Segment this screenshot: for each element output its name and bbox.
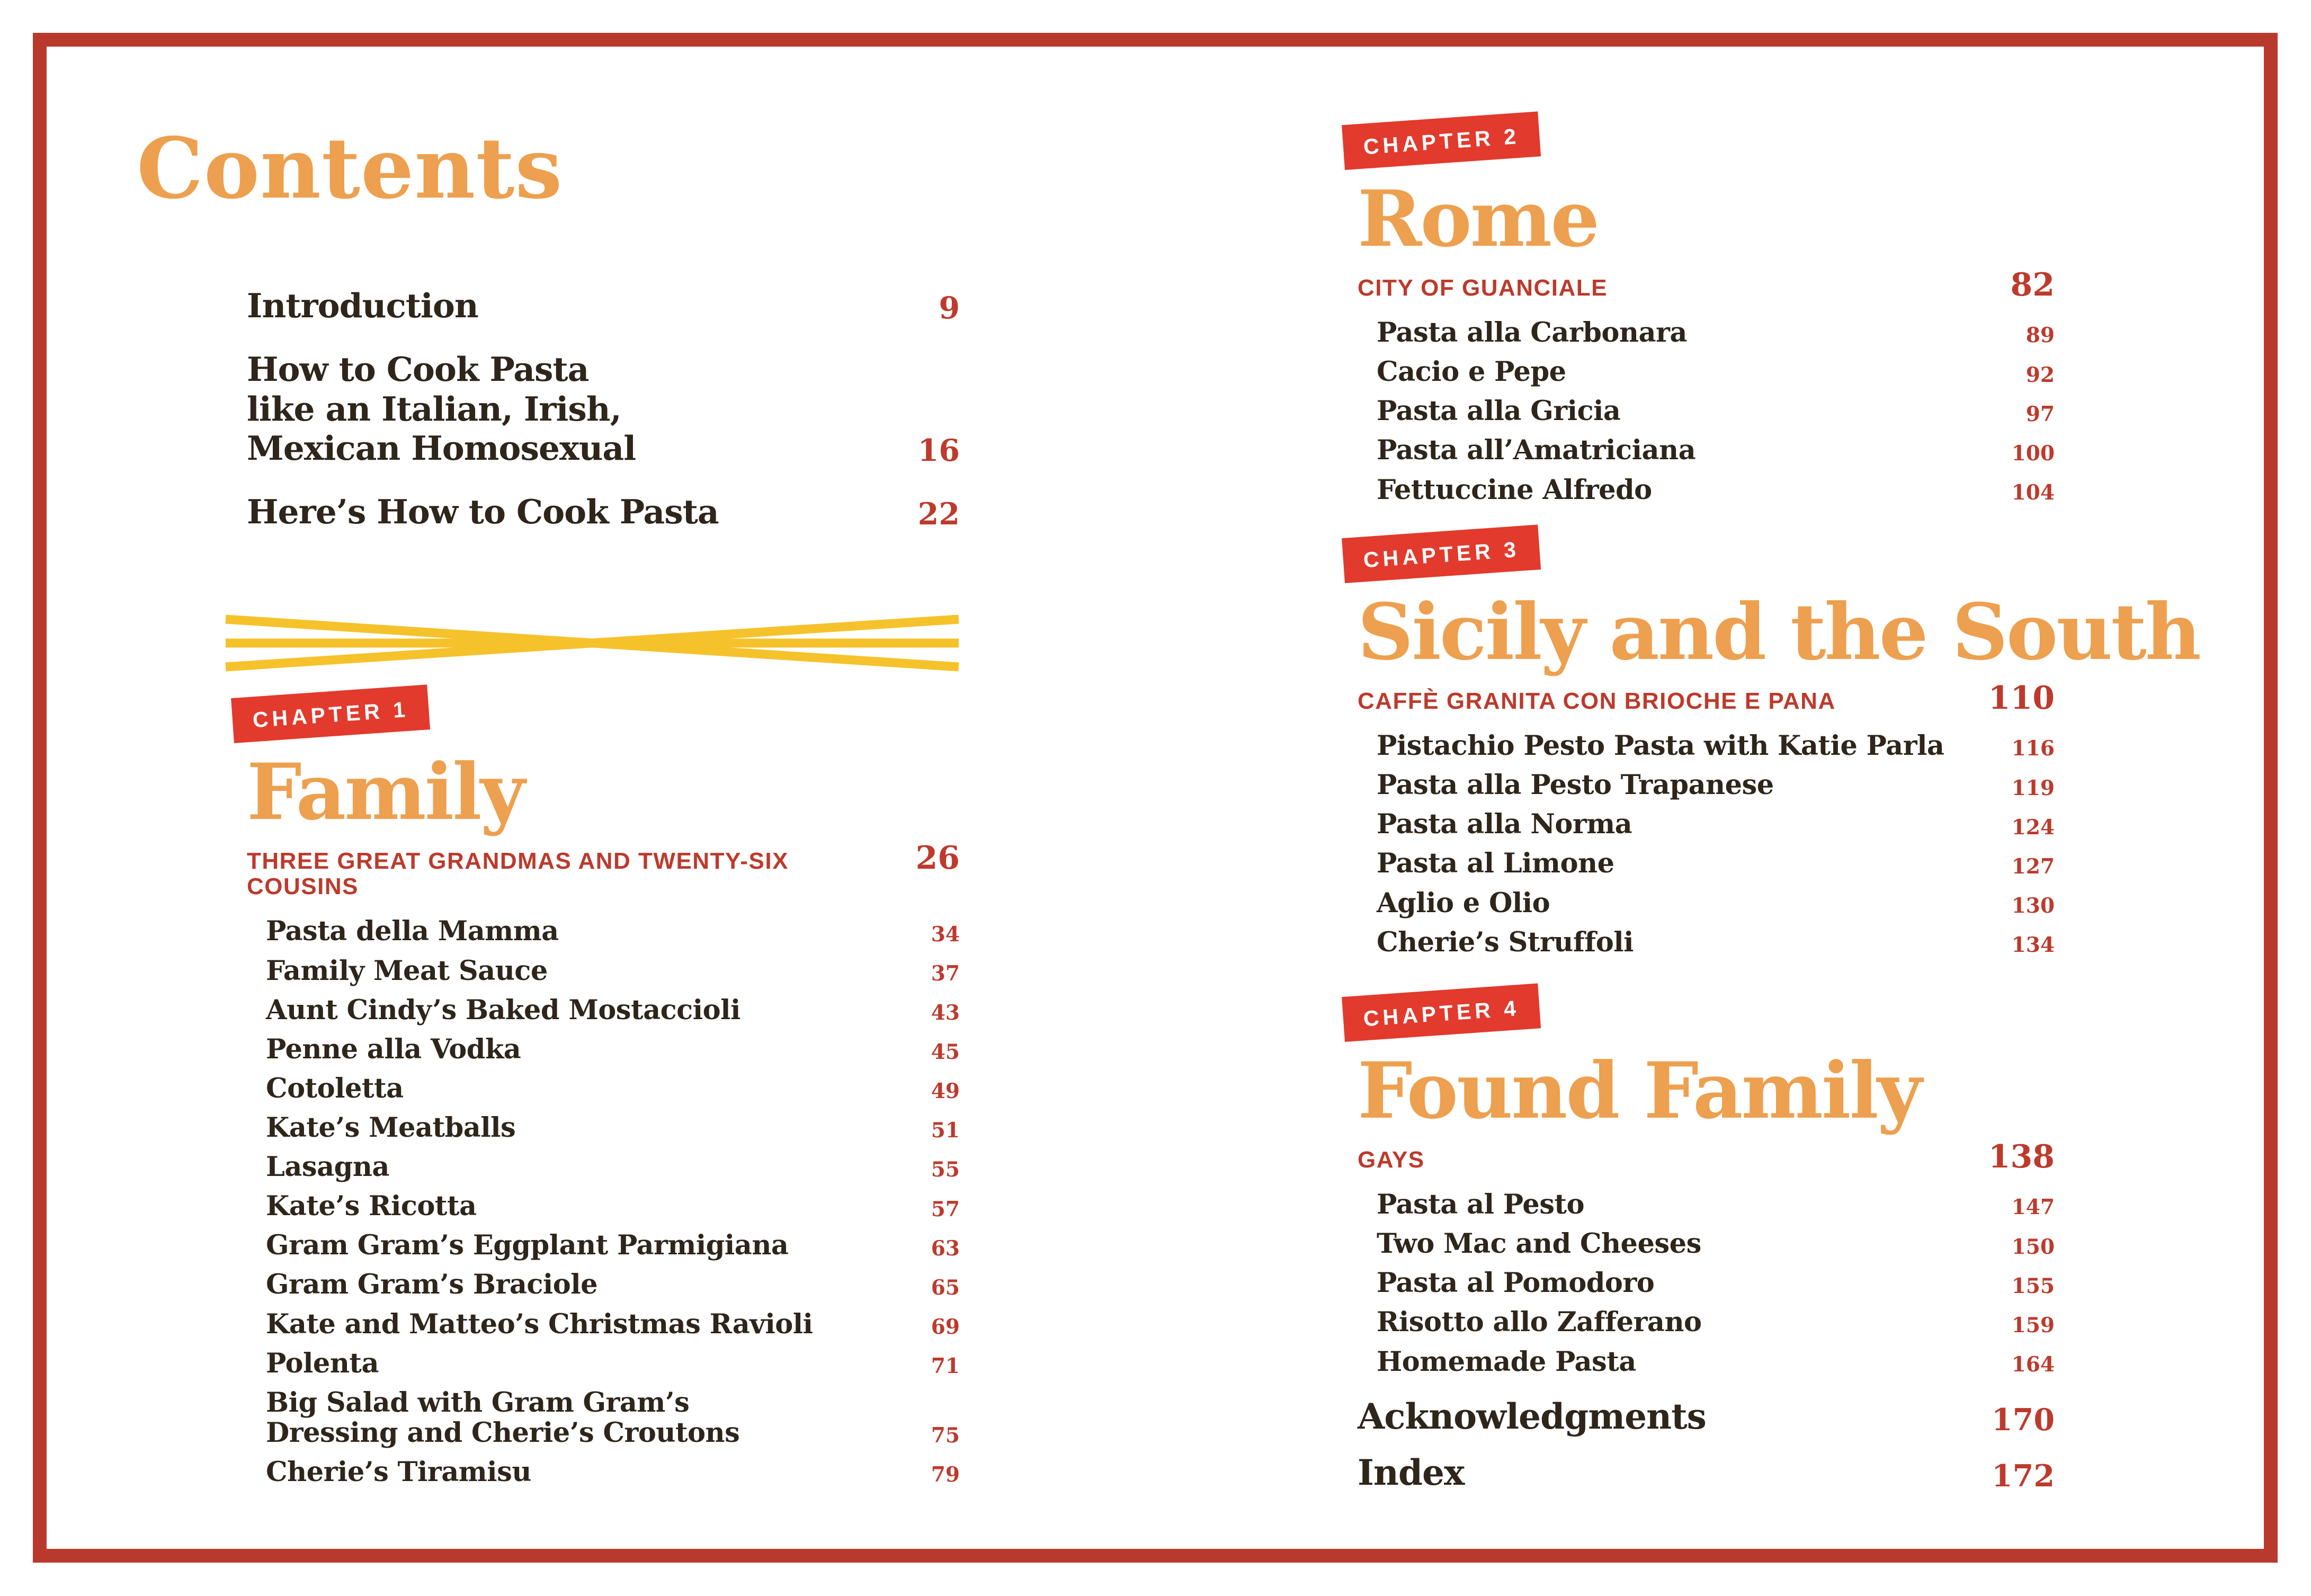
recipe-title: [1377, 318, 2005, 348]
recipe-entry: [1377, 928, 2055, 958]
recipe-page: 104: [2011, 480, 2055, 505]
recipe-entry: [266, 1231, 960, 1261]
toc-entry-title: [247, 286, 917, 325]
recipe-title: [1377, 770, 1991, 800]
recipe-title: [1377, 1347, 1991, 1377]
recipe-title: [1377, 928, 1991, 958]
recipe-title: [266, 1191, 910, 1221]
page-title: Contents: [137, 120, 563, 218]
recipe-title: [1377, 475, 1991, 505]
entry-line: Risotto allo Zafferano: [1377, 1306, 1702, 1339]
entry-line: Kate’s Ricotta: [266, 1190, 477, 1223]
recipe-title: [1377, 809, 1991, 840]
recipe-page: 51: [931, 1118, 960, 1143]
recipe-entry: [1377, 1268, 2055, 1298]
recipe-title: [1377, 1307, 1991, 1338]
entry-line: Gram Gram’s Braciole: [266, 1269, 598, 1301]
recipe-entry: [266, 1074, 960, 1104]
chapter-subtitle: CITY OF GUANCIALE: [1358, 274, 1608, 301]
recipe-page: 147: [2011, 1195, 2055, 1220]
recipe-title: [1377, 1190, 1991, 1220]
recipe-page: 79: [931, 1463, 960, 1487]
recipe-page: 134: [2011, 932, 2055, 957]
toc-entry-title: [247, 350, 897, 468]
toc-entry: [247, 350, 960, 468]
recipe-title: [266, 1349, 910, 1379]
entry-line: Big Salad with Gram Gram’s: [266, 1386, 690, 1419]
entry-line: Cherie’s Tiramisu: [266, 1456, 531, 1488]
recipe-entry: [266, 1191, 960, 1221]
recipe-page: 124: [2011, 815, 2055, 840]
recipe-page: 150: [2011, 1234, 2055, 1259]
entry-line: Gram Gram’s Eggplant Parmigiana: [266, 1229, 789, 1262]
chapter-title: Family: [247, 747, 524, 837]
recipe-title: [1377, 1229, 1991, 1259]
recipe-entry: [266, 916, 960, 947]
entry-line: Pasta all’Amatriciana: [1377, 434, 1696, 467]
toc-entry: [247, 286, 960, 325]
toc-entry: [1358, 1452, 2055, 1494]
recipe-entry: [1377, 357, 2055, 387]
recipe-title: [1377, 731, 1991, 761]
recipe-entry: [1377, 435, 2055, 466]
recipe-title: [266, 1152, 910, 1182]
toc-entry-page: 9: [939, 290, 960, 326]
recipe-list: [1358, 1190, 2055, 1377]
toc-entry: [247, 492, 960, 531]
recipe-page: 97: [2026, 402, 2055, 426]
entry-line: Aunt Cindy’s Baked Mostaccioli: [266, 994, 740, 1026]
recipe-title: [1377, 357, 2005, 387]
entry-line: Homemade Pasta: [1377, 1345, 1636, 1378]
recipe-entry: [1377, 1229, 2055, 1259]
recipe-title: [266, 956, 910, 986]
recipe-entry: [1377, 475, 2055, 505]
recipe-page: 164: [2011, 1352, 2055, 1377]
recipe-page: 92: [2026, 362, 2055, 387]
chapter-badge: CHAPTER 2: [1342, 111, 1541, 170]
entry-line: Introduction: [247, 286, 478, 325]
entry-line: Kate’s Meatballs: [266, 1112, 516, 1144]
recipe-title: [266, 1035, 910, 1065]
recipe-entry: [1377, 731, 2055, 761]
entry-line: Two Mac and Cheeses: [1377, 1228, 1701, 1260]
recipe-title: [1377, 849, 1991, 879]
recipe-entry: [1377, 1307, 2055, 1338]
recipe-list: [247, 916, 960, 1487]
recipe-title: [266, 916, 910, 947]
chapter-title: Rome: [1358, 174, 1599, 264]
entry-line: Pasta alla Norma: [1377, 808, 1632, 841]
entry-line: Pasta alla Pesto Trapanese: [1377, 769, 1774, 801]
recipe-entry: [1377, 849, 2055, 879]
recipe-entry: [266, 1457, 960, 1487]
chapter-section-family: [247, 698, 960, 1496]
entry-line: Pasta alla Carbonara: [1377, 317, 1687, 349]
recipe-entry: [1377, 1190, 2055, 1220]
chapter-subtitle-page: 110: [1988, 679, 2055, 717]
recipe-entry: [266, 995, 960, 1026]
entry-line: Pasta della Mamma: [266, 915, 559, 948]
recipe-page: 130: [2011, 893, 2055, 918]
back-matter-list: [1358, 1396, 2055, 1509]
chapter-section-sicily-and-the-south: [1358, 537, 2200, 967]
recipe-page: 34: [931, 922, 960, 947]
entry-line: How to Cook Pasta: [247, 350, 589, 389]
recipe-list: [1358, 318, 2055, 505]
entry-line: Cotoletta: [266, 1072, 404, 1104]
recipe-entry: [266, 1035, 960, 1065]
toc-entry-page: 170: [1992, 1402, 2055, 1438]
toc-entry-title: [1358, 1452, 1970, 1494]
chapter-title: Sicily and the South: [1358, 587, 2200, 677]
toc-entry-title: [247, 492, 897, 531]
entry-line: Pasta al Limone: [1377, 848, 1614, 880]
recipe-page: 57: [931, 1197, 960, 1221]
entry-line: Dressing and Cherie’s Croutons: [266, 1416, 740, 1449]
recipe-entry: [266, 1270, 960, 1300]
entry-line: Cacio e Pepe: [1377, 356, 1566, 388]
entry-line: Here’s How to Cook Pasta: [247, 492, 719, 532]
recipe-page: 43: [931, 1001, 960, 1025]
recipe-page: 45: [931, 1040, 960, 1065]
recipe-entry: [266, 1388, 960, 1448]
recipe-entry: [1377, 1347, 2055, 1377]
chapter-title: Found Family: [1358, 1046, 1921, 1136]
recipe-page: 100: [2011, 441, 2055, 466]
recipe-title: [266, 1388, 910, 1448]
entry-line: Lasagna: [266, 1151, 389, 1183]
recipe-page: 116: [2011, 736, 2055, 761]
chapter-badge: CHAPTER 1: [231, 684, 430, 743]
recipe-page: 71: [931, 1353, 960, 1378]
entry-line: Acknowledgments: [1358, 1396, 1706, 1437]
recipe-title: [1377, 888, 1991, 919]
toc-entry-page: 172: [1992, 1458, 2055, 1494]
recipe-title: [1377, 396, 2005, 426]
recipe-page: 155: [2011, 1273, 2055, 1298]
entry-line: Penne alla Vodka: [266, 1033, 521, 1065]
recipe-page: 159: [2011, 1313, 2055, 1338]
recipe-title: [266, 995, 910, 1026]
recipe-page: 55: [931, 1157, 960, 1182]
recipe-list: [1358, 731, 2055, 958]
recipe-title: [266, 1113, 910, 1143]
recipe-title: [266, 1231, 910, 1261]
recipe-page: 89: [2026, 323, 2055, 348]
recipe-title: [266, 1457, 910, 1487]
entry-line: Fettuccine Alfredo: [1377, 474, 1652, 506]
recipe-page: 119: [2011, 775, 2055, 800]
chapter-subtitle-row: [1358, 266, 2055, 304]
recipe-entry: [266, 1349, 960, 1379]
recipe-entry: [1377, 888, 2055, 919]
recipe-page: 37: [931, 961, 960, 986]
chapter-subtitle-page: 138: [1988, 1138, 2055, 1175]
recipe-entry: [1377, 318, 2055, 348]
recipe-entry: [1377, 396, 2055, 426]
recipe-title: [1377, 435, 1991, 466]
entry-line: Aglio e Olio: [1377, 887, 1550, 919]
recipe-page: 75: [931, 1423, 960, 1448]
entry-line: Polenta: [266, 1347, 379, 1379]
entry-line: Mexican Homosexual: [247, 428, 636, 468]
entry-line: Cherie’s Struffoli: [1377, 926, 1634, 958]
recipe-entry: [266, 1152, 960, 1182]
toc-entry-page: 22: [917, 496, 960, 532]
chapter-section-rome: [1358, 125, 2055, 514]
entry-line: Pasta al Pomodoro: [1377, 1267, 1655, 1299]
chapter-subtitle-page: 26: [915, 839, 960, 877]
recipe-title: [1377, 1268, 1991, 1298]
toc-entry-page: 16: [917, 432, 960, 468]
recipe-entry: [266, 956, 960, 986]
entry-line: like an Italian, Irish,: [247, 389, 621, 429]
chapter-badge: CHAPTER 3: [1342, 524, 1541, 583]
chapter-subtitle-row: [247, 839, 960, 900]
toc-entry-title: [1358, 1396, 1970, 1438]
recipe-title: [266, 1074, 910, 1104]
recipe-entry: [266, 1309, 960, 1340]
chapter-subtitle: THREE GREAT GRANDMAS AND TWENTY-SIX COUSINS: [247, 848, 789, 900]
chapter-section-found-family: [1358, 997, 2055, 1386]
recipe-entry: [266, 1113, 960, 1143]
chapter-badge: CHAPTER 4: [1342, 983, 1541, 1042]
recipe-page: 69: [931, 1314, 960, 1339]
chapter-subtitle: GAYS: [1358, 1146, 1425, 1173]
front-matter-list: [247, 286, 960, 556]
toc-entry: [1358, 1396, 2055, 1438]
recipe-title: [266, 1309, 910, 1340]
spaghetti-divider-icon: [221, 605, 963, 681]
recipe-page: 63: [931, 1236, 960, 1261]
entry-line: Pistachio Pesto Pasta with Katie Parla: [1377, 730, 1944, 762]
entry-line: Index: [1358, 1451, 1465, 1493]
chapter-subtitle-row: [1358, 679, 2055, 717]
entry-line: Family Meat Sauce: [266, 955, 548, 987]
entry-line: Pasta al Pesto: [1377, 1189, 1584, 1221]
recipe-page: 127: [2011, 854, 2055, 879]
recipe-page: 49: [931, 1079, 960, 1104]
entry-line: Kate and Matteo’s Christmas Ravioli: [266, 1308, 813, 1340]
entry-line: Pasta alla Gricia: [1377, 395, 1621, 427]
recipe-entry: [1377, 770, 2055, 800]
recipe-page: 65: [931, 1275, 960, 1300]
chapter-subtitle-row: [1358, 1138, 2055, 1175]
chapter-subtitle: CAFFÈ GRANITA CON BRIOCHE E PANA: [1358, 688, 1836, 714]
recipe-entry: [1377, 809, 2055, 840]
recipe-title: [266, 1270, 910, 1300]
chapter-subtitle-page: 82: [2010, 266, 2055, 304]
